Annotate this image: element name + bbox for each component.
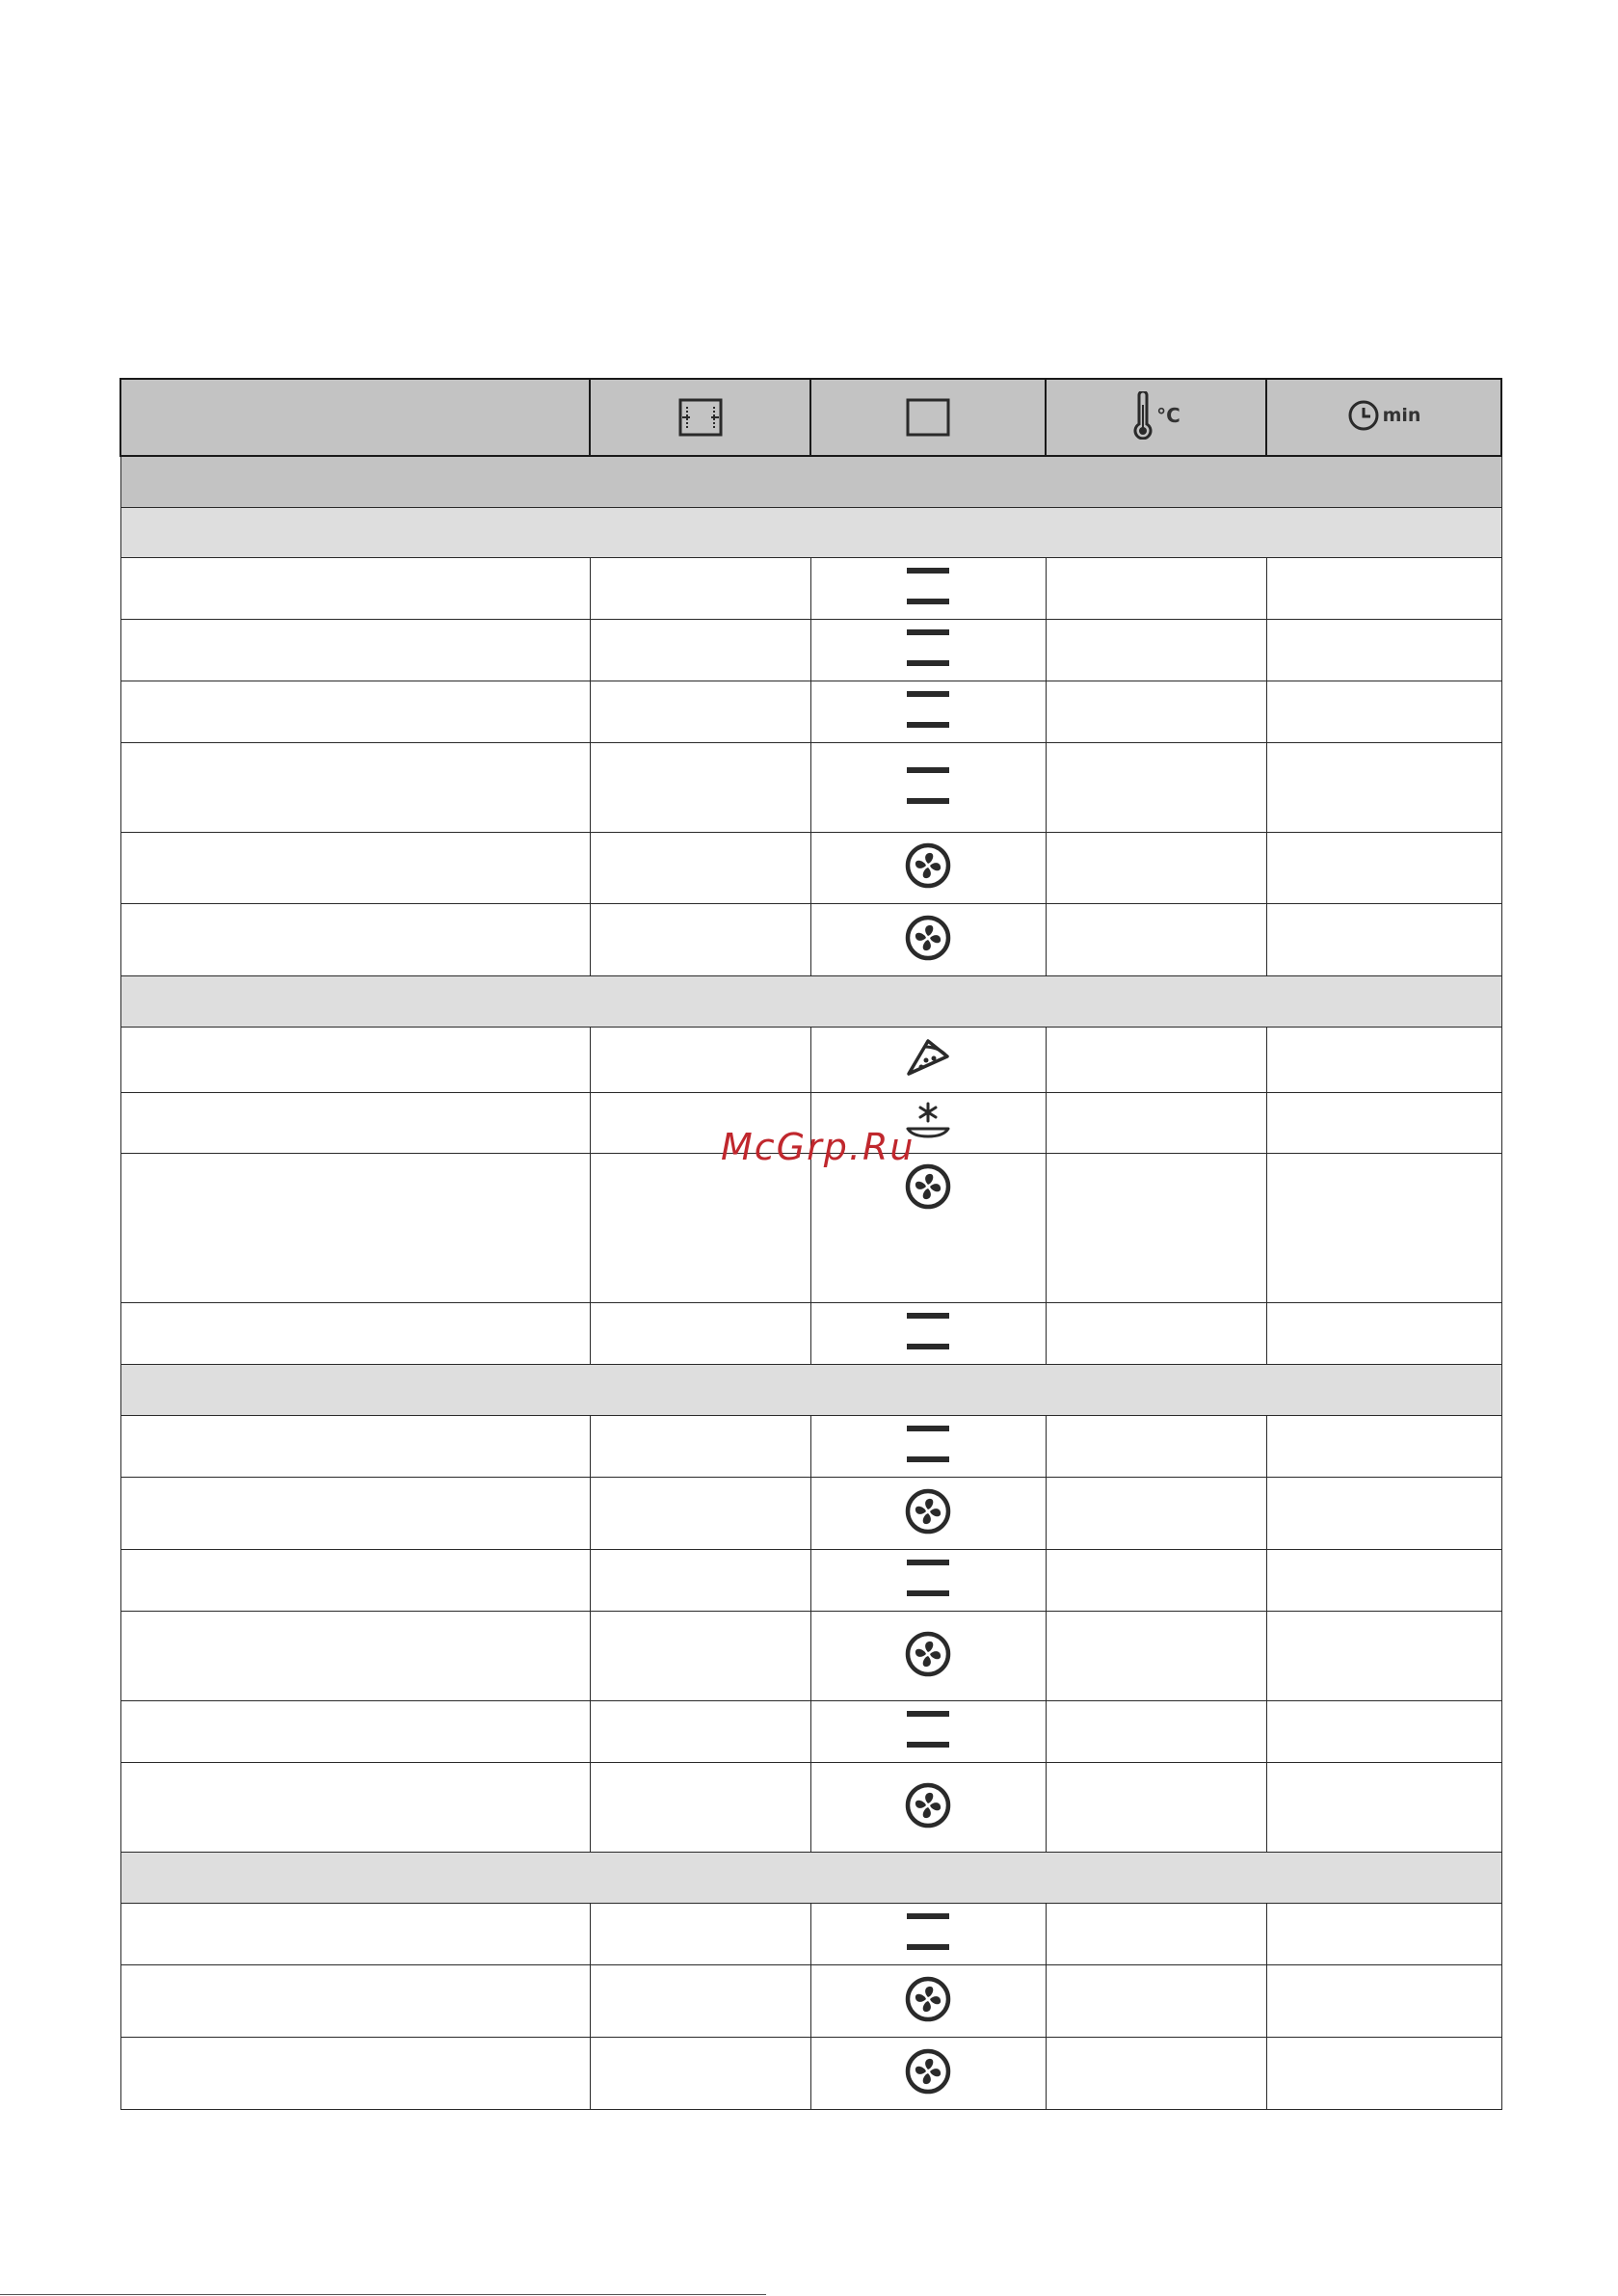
- mode-cell: [810, 1549, 1046, 1611]
- temperature-cell: [1046, 619, 1266, 681]
- dish-cell: [120, 1964, 590, 2037]
- table-row: [120, 1964, 1501, 2037]
- mode-cell: [810, 2037, 1046, 2109]
- dish-cell: [120, 1415, 590, 1477]
- mode-cell: [810, 681, 1046, 742]
- top-bottom-heat-icon: [811, 1913, 1046, 1954]
- fan-icon: [811, 1163, 1046, 1214]
- table-row: [120, 557, 1501, 619]
- time-cell: [1266, 1153, 1501, 1302]
- temperature-cell: [1046, 2037, 1266, 2109]
- top-bottom-heat-icon: [811, 568, 1046, 608]
- section-row: [120, 1364, 1501, 1415]
- shelf-cell: [590, 1415, 810, 1477]
- time-cell: [1266, 1092, 1501, 1153]
- time-unit: min: [1382, 405, 1421, 426]
- mode-cell: [810, 1027, 1046, 1092]
- footer-rule: [0, 2294, 766, 2295]
- table-row: [120, 1762, 1501, 1852]
- fan-icon: [811, 1488, 1046, 1538]
- time-cell: [1266, 2037, 1501, 2109]
- mode-cell: [810, 1415, 1046, 1477]
- header-shelf: [590, 379, 810, 456]
- section-cell: [120, 975, 1501, 1027]
- temperature-cell: [1046, 1549, 1266, 1611]
- table-row: [120, 903, 1501, 975]
- dish-cell: [120, 1153, 590, 1302]
- shelf-cell: [590, 742, 810, 832]
- section-row: [120, 975, 1501, 1027]
- fan-icon: [811, 915, 1046, 965]
- top-bottom-heat-icon: [811, 1426, 1046, 1466]
- header-temperature: [1046, 379, 1266, 456]
- time-cell: [1266, 832, 1501, 903]
- time-cell: [1266, 1302, 1501, 1364]
- dish-cell: [120, 1477, 590, 1549]
- shelf-cell: [590, 681, 810, 742]
- time-cell: [1266, 1964, 1501, 2037]
- time-cell: [1266, 1549, 1501, 1611]
- dish-cell: [120, 1027, 590, 1092]
- pizza-icon: [811, 1037, 1046, 1081]
- dish-cell: [120, 1092, 590, 1153]
- dish-cell: [120, 742, 590, 832]
- shelf-cell: [590, 557, 810, 619]
- table-row: [120, 1027, 1501, 1092]
- temperature-cell: [1046, 1027, 1266, 1092]
- mode-cell: [810, 1700, 1046, 1762]
- watermark: McGrp.Ru: [721, 1126, 915, 1168]
- time-cell: [1266, 681, 1501, 742]
- dish-cell: [120, 557, 590, 619]
- section-cell: [120, 1852, 1501, 1903]
- header-mode: [810, 379, 1046, 456]
- section-row: [120, 507, 1501, 557]
- dish-cell: [120, 681, 590, 742]
- dish-cell: [120, 2037, 590, 2109]
- temperature-cell: [1046, 1302, 1266, 1364]
- temperature-cell: [1046, 1153, 1266, 1302]
- temperature-cell: [1046, 557, 1266, 619]
- top-bottom-heat-icon: [811, 691, 1046, 732]
- dish-cell: [120, 1302, 590, 1364]
- table-row: [120, 1611, 1501, 1700]
- top-bottom-heat-icon: [811, 767, 1046, 808]
- top-bottom-heat-icon: [811, 1313, 1046, 1353]
- time-cell: [1266, 903, 1501, 975]
- table-row: [120, 1903, 1501, 1964]
- temperature-cell: [1046, 1762, 1266, 1852]
- table-row: [120, 2037, 1501, 2109]
- table-row: [120, 1700, 1501, 1762]
- shelf-cell: [590, 1762, 810, 1852]
- shelf-cell: [590, 1611, 810, 1700]
- mode-cell: [810, 1477, 1046, 1549]
- dish-cell: [120, 1549, 590, 1611]
- mode-cell: [810, 619, 1046, 681]
- fan-icon: [811, 2048, 1046, 2098]
- shelf-cell: [590, 1903, 810, 1964]
- shelf-cell: [590, 1700, 810, 1762]
- table-row: [120, 742, 1501, 832]
- temperature-cell: [1046, 1415, 1266, 1477]
- time-cell: [1266, 557, 1501, 619]
- dish-cell: [120, 1611, 590, 1700]
- dish-cell: [120, 1700, 590, 1762]
- header-time: [1266, 379, 1501, 456]
- shelf-cell: [590, 1549, 810, 1611]
- dish-cell: [120, 832, 590, 903]
- temperature-cell: [1046, 1903, 1266, 1964]
- mode-cell: [810, 1611, 1046, 1700]
- mode-cell: [810, 1762, 1046, 1852]
- time-cell: [1266, 1762, 1501, 1852]
- category-band-cell: [120, 456, 1501, 507]
- mode-cell: [810, 903, 1046, 975]
- mode-cell: [810, 1903, 1046, 1964]
- mode-cell: [810, 1153, 1046, 1302]
- shelf-cell: [590, 2037, 810, 2109]
- dish-cell: [120, 903, 590, 975]
- temperature-cell: [1046, 1611, 1266, 1700]
- temperature-cell: [1046, 832, 1266, 903]
- fan-icon: [811, 1976, 1046, 2026]
- header-row: [120, 379, 1501, 456]
- temperature-unit: °C: [1156, 404, 1180, 427]
- time-cell: [1266, 1903, 1501, 1964]
- temperature-cell: [1046, 1700, 1266, 1762]
- clock-icon: [1347, 399, 1380, 432]
- top-bottom-heat-icon: [811, 1711, 1046, 1751]
- shelf-cell: [590, 619, 810, 681]
- time-cell: [1266, 619, 1501, 681]
- shelf-level-icon: [678, 398, 723, 437]
- time-cell: [1266, 1415, 1501, 1477]
- heating-mode-icon: [906, 398, 950, 437]
- table-row: [120, 1415, 1501, 1477]
- section-cell: [120, 507, 1501, 557]
- dish-cell: [120, 1903, 590, 1964]
- table-row: [120, 832, 1501, 903]
- temperature-cell: [1046, 1964, 1266, 2037]
- temperature-cell: [1046, 742, 1266, 832]
- table-row: [120, 1477, 1501, 1549]
- temperature-cell: [1046, 1092, 1266, 1153]
- table-row: [120, 1549, 1501, 1611]
- dish-cell: [120, 619, 590, 681]
- shelf-cell: [590, 1302, 810, 1364]
- fan-icon: [811, 1782, 1046, 1832]
- category-band-row: [120, 456, 1501, 507]
- time-cell: [1266, 1611, 1501, 1700]
- shelf-cell: [590, 832, 810, 903]
- mode-cell: [810, 742, 1046, 832]
- table-row: [120, 1302, 1501, 1364]
- mode-cell: [810, 557, 1046, 619]
- table-row: [120, 1153, 1501, 1302]
- time-cell: [1266, 742, 1501, 832]
- fan-icon: [811, 1631, 1046, 1681]
- thermometer-icon: [1131, 391, 1154, 440]
- shelf-cell: [590, 903, 810, 975]
- cooking-table: [119, 378, 1502, 2110]
- shelf-cell: [590, 1477, 810, 1549]
- shelf-cell: [590, 1964, 810, 2037]
- table-row: [120, 681, 1501, 742]
- time-cell: [1266, 1027, 1501, 1092]
- shelf-cell: [590, 1027, 810, 1092]
- time-cell: [1266, 1700, 1501, 1762]
- top-bottom-heat-icon: [811, 629, 1046, 670]
- mode-cell: [810, 832, 1046, 903]
- mode-cell: [810, 1964, 1046, 2037]
- dish-cell: [120, 1762, 590, 1852]
- shelf-cell: [590, 1153, 810, 1302]
- temperature-cell: [1046, 903, 1266, 975]
- table-row: [120, 619, 1501, 681]
- section-row: [120, 1852, 1501, 1903]
- temperature-cell: [1046, 1477, 1266, 1549]
- header-dish: [120, 379, 590, 456]
- time-cell: [1266, 1477, 1501, 1549]
- section-cell: [120, 1364, 1501, 1415]
- top-bottom-heat-icon: [811, 1560, 1046, 1600]
- temperature-cell: [1046, 681, 1266, 742]
- mode-cell: [810, 1302, 1046, 1364]
- fan-icon: [811, 842, 1046, 893]
